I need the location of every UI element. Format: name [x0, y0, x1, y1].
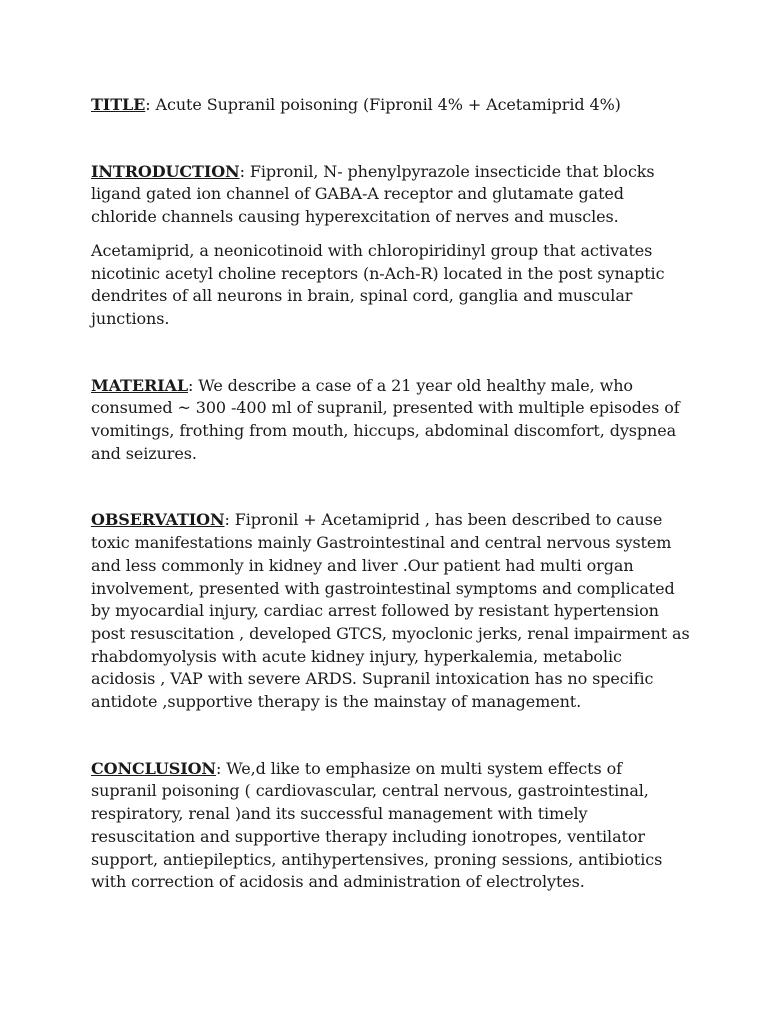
- observation-paragraph: [91, 509, 691, 713]
- title-label: TITLE: [91, 95, 146, 114]
- introduction-text: : Fipronil, N- phenylpyrazole insecticide that blocks ligand gated ion channel of GABA-A receptor and glutamate gated chloride channels causing hyperexcitation of nerves and muscles.: [91, 161, 655, 227]
- title-section: [91, 94, 691, 117]
- material-text: : We describe a case of a 21 year old healthy male, who consumed ~ 300 -400 ml of supranil, presented with multiple episodes of vomitings, frothing from mouth, hiccups, abdominal discomfort, dyspnea and seizures.: [91, 375, 680, 463]
- document-page: [91, 94, 691, 894]
- material-paragraph: [91, 375, 691, 466]
- conclusion-text: : We,d like to emphasize on multi system effects of supranil poisoning ( cardiovascular, central nervous, gastrointestinal, respiratory, renal )and its successful management with timely resuscitation and supportive therapy including ionotropes, ventilator support, antiepileptics, antihypertensives, proning sessions, antibiotics with correction of acidosis and administration of electrolytes.: [91, 758, 663, 892]
- conclusion-label: CONCLUSION: [91, 758, 216, 778]
- observation-section: [91, 509, 691, 713]
- observation-text: : Fipronil + Acetamiprid , has been described to cause toxic manifestations mainly Gastrointestinal and central nervous system and less commonly in kidney and liver .Our patient had multi organ involvement, presented with gastrointestinal symptoms and complicated by myocardial injury, cardiac arrest followed by resistant hypertension post resuscitation , developed GTCS, myoclonic jerks, renal impairment as rhabdomyolysis with acute kidney injury, hyperkalemia, metabolic acidosis , VAP with severe ARDS. Supranil intoxication has no specific antidote ,supportive therapy is the mainstay of management.: [91, 510, 690, 712]
- conclusion-section: [91, 758, 691, 894]
- observation-label: OBSERVATION: [91, 510, 225, 530]
- introduction-label: INTRODUCTION: [91, 161, 240, 181]
- title-text: : Acute Supranil poisoning (Fipronil 4% + Acetamiprid 4%): [145, 95, 621, 114]
- material-section: [91, 375, 691, 466]
- conclusion-paragraph: [91, 758, 691, 894]
- introduction-paragraph-2: Acetamiprid, a neonicotinoid with chloropiridinyl group that activates nicotinic acetyl choline receptors (n-Ach-R) located in the post synaptic dendrites of all neurons in brain, spinal cord, ganglia and muscular junctions.: [91, 240, 665, 328]
- introduction-paragraph: [91, 161, 691, 229]
- material-label: MATERIAL: [91, 375, 188, 395]
- title-paragraph: [91, 94, 691, 117]
- introduction-section: [91, 161, 691, 331]
